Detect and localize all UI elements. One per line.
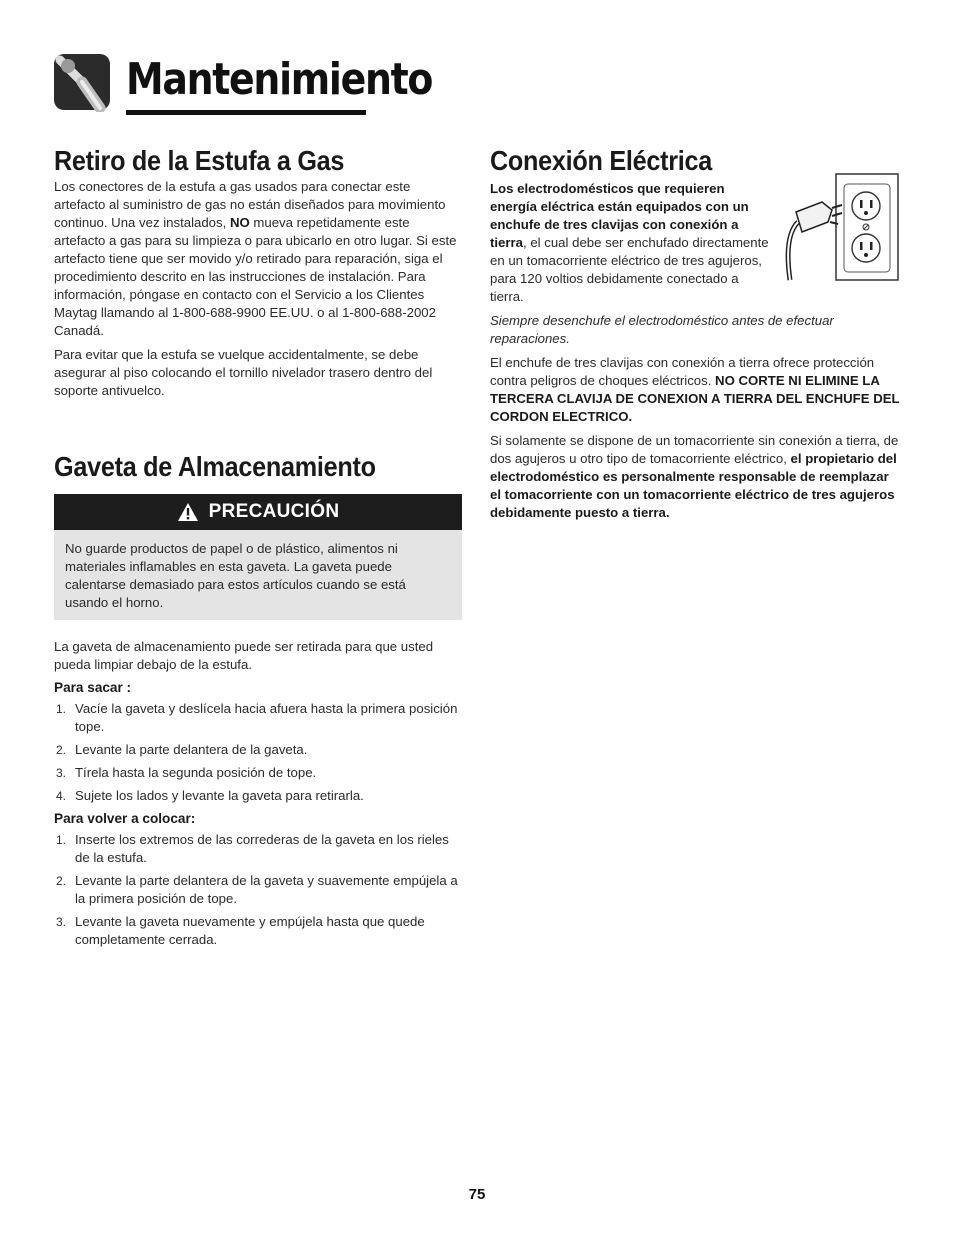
replace-steps-list xyxy=(54,831,462,949)
left-column xyxy=(54,144,462,954)
remove-steps-list xyxy=(54,700,462,805)
gas-removal-paragraph-2: Para evitar que la estufa se vuelque accidentalmente, se debe asegurar al piso colocando el tornillo nivelador trasero dentro del soporte antivuelco. xyxy=(54,347,433,398)
electrical-paragraph-3: El enchufe de tres clavijas con conexión a tierra ofrece protección contra peligros de choques eléctricos. NO CORTE NI ELIMINE LA TERCERA CLAVIJA DE CONEXION A TIERRA DEL ENCHUFE DEL CORDON ELECTRICO. xyxy=(490,355,900,424)
list-item: 4. Sujete los lados y levante la gaveta para retirarla. xyxy=(56,788,364,803)
section-title-electrical: Conexión Eléctrica xyxy=(490,145,713,176)
section-title-gas-removal: Retiro de la Estufa a Gas xyxy=(54,145,345,176)
list-item: 3. Tírela hasta la segunda posición de tope. xyxy=(56,765,317,780)
outlet-plug-icon xyxy=(782,172,900,284)
remove-subheading: Para sacar : xyxy=(54,680,132,695)
electrical-paragraph-4: Si solamente se dispone de un tomacorriente sin conexión a tierra, de dos agujeros u otro tipo de tomacorriente eléctrico, el propietario del electrodoméstico es personalmente responsable de reemplazar el tomacorriente con un tomacorriente eléctrico de tres agujeros debidamente puesto a tierra. xyxy=(490,433,899,520)
gas-removal-paragraph-1: Los conectores de la estufa a gas usados para conectar este artefacto al suministro de gas no están diseñados para movimiento continuo. Una vez instalados, NO mueva repetidamente este artefacto a gas para su limpieza o para ubicarlo en otro lugar. Si este artefacto tiene que ser movido y/o retirado para reparación, siga el procedimiento descrito en las instrucciones de instalación. Para información, póngase en contacto con el Servicio a los Clientes Maytag llamando al 1-800-688-9900 EE.UU. o al 1-800-688-2002 Canadá. xyxy=(54,179,457,338)
list-item: 1. Vacíe la gaveta y deslícela hacia afuera hasta la primera posición tope. xyxy=(56,701,458,734)
caution-label: PRECAUCIÓN xyxy=(208,501,340,522)
list-item: 3. Levante la gaveta nuevamente y empújela hasta que quede completamente cerrada. xyxy=(56,914,425,947)
warning-triangle-icon xyxy=(177,502,199,522)
caution-text: No guarde productos de papel o de plástico, alimentos ni materiales inflamables en esta gaveta. La gaveta puede calentarse demasiado para estos artículos cuando se está usando el horno. xyxy=(65,541,406,610)
page-title: Mantenimiento xyxy=(126,54,433,105)
wrench-icon xyxy=(52,52,112,112)
electrical-paragraph-1: Los electrodomésticos que requieren energía eléctrica están equipados con un enchufe de tres clavijas con conexión a tierra, el cual debe ser enchufado directamente en un tomacorriente eléctrico de tres agujeros, para 120 voltios debidamente conectado a tierra. xyxy=(490,181,769,304)
replace-subheading: Para volver a colocar: xyxy=(54,811,196,826)
list-item: 2. Levante la parte delantera de la gaveta. xyxy=(56,742,308,757)
list-item: 2. Levante la parte delantera de la gaveta y suavemente empújela a la primera posición de tope. xyxy=(56,873,458,906)
caution-box xyxy=(54,530,462,620)
section-title-storage-drawer: Gaveta de Almacenamiento xyxy=(54,451,376,482)
drawer-intro: La gaveta de almacenamiento puede ser retirada para que usted pueda limpiar debajo de la estufa. xyxy=(54,639,434,672)
page-number: 75 xyxy=(468,1186,486,1203)
caution-header xyxy=(54,494,462,530)
list-item: 1. Inserte los extremos de las correderas de la gaveta en los rieles de la estufa. xyxy=(56,832,449,865)
title-underline xyxy=(126,110,366,115)
electrical-warning-italic: Siempre desenchufe el electrodoméstico antes de efectuar reparaciones. xyxy=(490,313,834,346)
